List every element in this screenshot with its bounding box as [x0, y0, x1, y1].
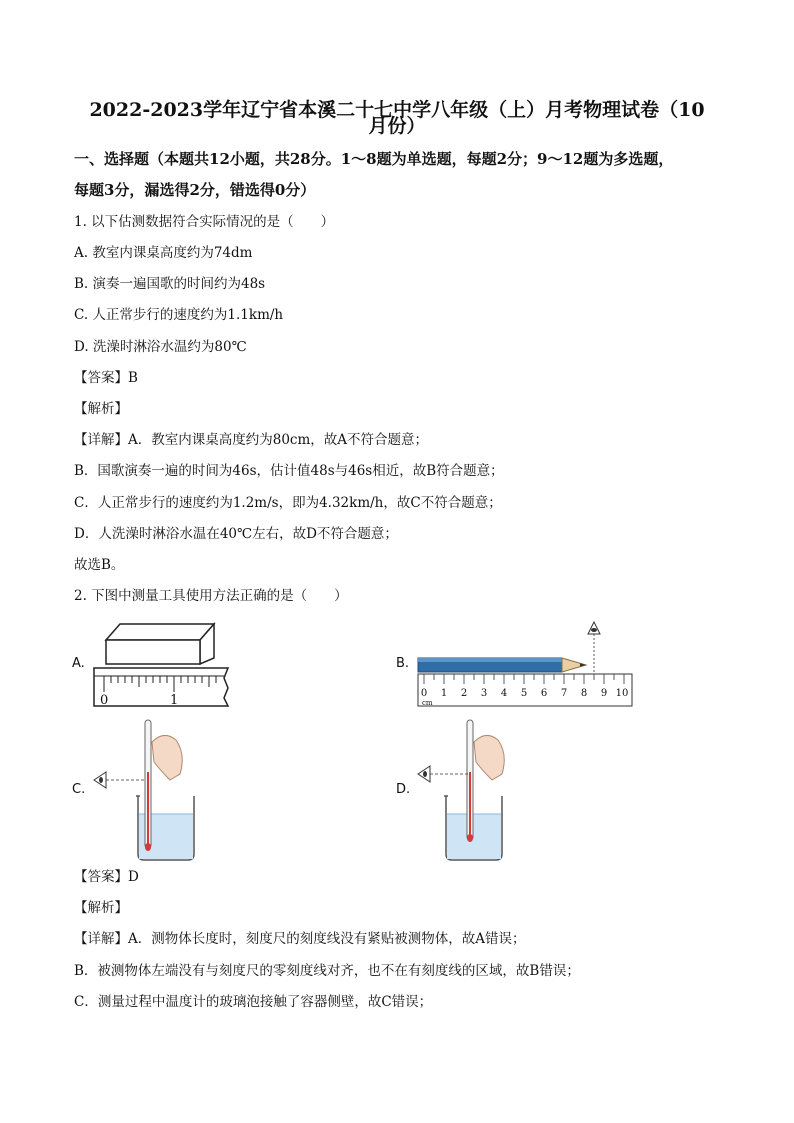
section-header-line1: 一、选择题（本题共12小题，共28分。1～8题为单选题，每题2分；9～12题为多选题， — [74, 150, 674, 168]
ruler-b-tick-1: 1 — [440, 688, 448, 699]
block-front — [106, 640, 200, 664]
q2-analysis-label: 【解析】 — [74, 900, 128, 916]
fig-b-pencil-illustration — [414, 618, 636, 710]
ruler-b-tick-2: 2 — [460, 688, 468, 699]
q1-detail-d: D．人洗澡时淋浴水温在40℃左右，故D不符合题意； — [74, 526, 398, 542]
ruler-b-tick-5: 5 — [520, 688, 528, 699]
block-top — [106, 624, 214, 640]
q1-detail-c: C．人正常步行的速度约为1.2m/s，即为4.32km/h，故C不符合题意； — [74, 495, 502, 511]
q2-detail-a: 【详解】A．测物体长度时，刻度尺的刻度线没有紧贴被测物体，故A错误； — [74, 931, 526, 947]
fig-a-ruler-illustration — [92, 620, 242, 712]
q1-detail-b: B．国歌演奏一遍的时间为46s，估计值48s与46s相近，故B符合题意； — [74, 463, 504, 479]
hand-c — [152, 735, 182, 780]
q1-answer: 【答案】B — [74, 370, 138, 386]
q2-detail-c: C．测量过程中温度计的玻璃泡接触了容器侧壁，故C错误； — [74, 994, 433, 1010]
fig-c-label: C. — [72, 782, 86, 797]
q1-option-a: A. 教室内课桌高度约为74dm — [74, 245, 253, 261]
ruler-b-tick-6: 6 — [540, 688, 548, 699]
ruler-a-tick-1: 1 — [170, 693, 179, 708]
q1-option-b: B. 演奏一遍国歌的时间约为48s — [74, 276, 266, 292]
eye-icon — [588, 622, 600, 634]
q2-answer: 【答案】D — [74, 869, 139, 885]
eye-icon — [418, 766, 430, 782]
q1-analysis-label: 【解析】 — [74, 401, 128, 417]
ruler-b-tick-0: 0 — [420, 688, 428, 699]
fig-b-label: B. — [396, 656, 410, 671]
ruler-b-tick-3: 3 — [480, 688, 488, 699]
q1-option-d: D. 洗澡时淋浴水温约为80℃ — [74, 339, 247, 355]
hand-d — [474, 735, 504, 780]
ruler-b-tick-10: 10 — [615, 688, 629, 699]
ruler-b-tick-9: 9 — [600, 688, 608, 699]
exam-title-line1: 2022-2023学年辽宁省本溪二十七中学八年级（上）月考物理试卷（10 — [89, 99, 705, 121]
thermometer-c — [145, 720, 151, 851]
ruler-body — [94, 668, 228, 706]
ruler-b-unit: cm — [422, 699, 433, 707]
fig-a-label: A. — [72, 656, 85, 671]
ruler-a-tick-0: 0 — [100, 693, 109, 708]
q1-option-c: C. 人正常步行的速度约为1.1km/h — [74, 307, 284, 323]
fig-d-label: D. — [396, 782, 411, 797]
exam-title-line2: 月份） — [368, 115, 426, 137]
fig-d-thermometer-illustration — [414, 714, 524, 864]
eye-icon — [94, 772, 106, 788]
q1-detail-a: 【详解】A．教室内课桌高度约为80cm，故A不符合题意； — [74, 432, 429, 448]
q1-conclusion: 故选B。 — [74, 557, 125, 573]
q2-stem: 2. 下图中测量工具使用方法正确的是（ ） — [74, 588, 348, 604]
ruler-b-tick-7: 7 — [560, 688, 568, 699]
q1-stem: 1. 以下估测数据符合实际情况的是（ ） — [74, 214, 335, 230]
section-header-line2: 每题3分，漏选得2分，错选得0分） — [74, 181, 316, 199]
ruler-b-tick-4: 4 — [500, 688, 508, 699]
fig-c-thermometer-illustration — [90, 714, 200, 864]
q2-detail-b: B．被测物体左端没有与刻度尺的零刻度线对齐，也不在有刻度线的区域，故B错误； — [74, 963, 580, 979]
ruler-b-tick-8: 8 — [580, 688, 588, 699]
thermometer-d — [467, 720, 473, 842]
